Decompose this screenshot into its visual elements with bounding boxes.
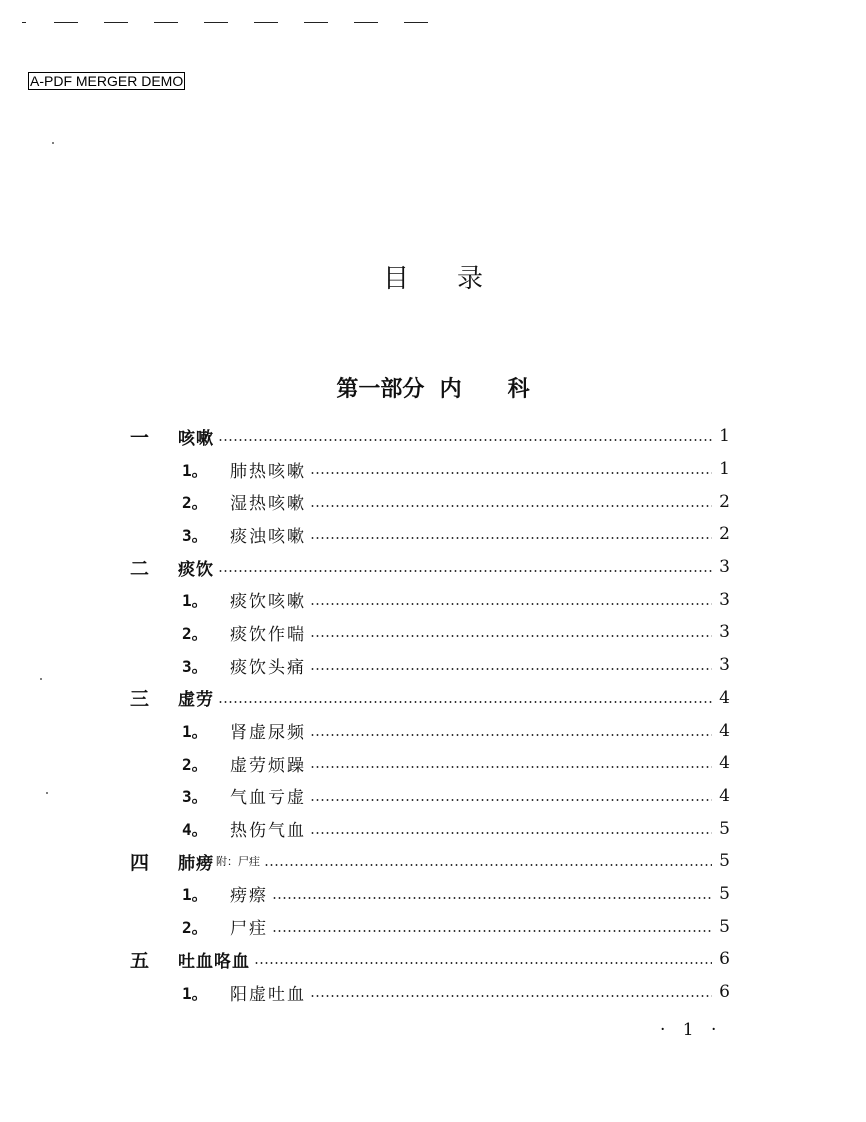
dot-leader: [254, 962, 712, 964]
dash-mark: [404, 22, 428, 23]
toc-entry-number: 2。: [182, 754, 208, 774]
toc-entry-page: 2: [719, 491, 730, 512]
toc-entry-number: 1。: [182, 885, 208, 905]
toc-entry-label: 咳嗽: [178, 428, 214, 449]
dot-leader: [310, 799, 712, 801]
toc-entry-label: 肺热咳嗽: [230, 461, 306, 482]
toc-entry-page: 4: [719, 687, 730, 708]
scan-speck: [40, 678, 42, 680]
scan-dash-marks: [22, 22, 442, 26]
toc-entry-label: 尸疰: [230, 919, 268, 940]
toc-entry-row[interactable]: [130, 518, 730, 551]
toc-entry-page: 1: [719, 426, 730, 447]
page-title: 目录: [382, 264, 531, 294]
dot-leader: [310, 995, 712, 997]
toc-entry-label: 痰饮头痛: [230, 657, 306, 678]
toc-section-row[interactable]: [130, 845, 730, 878]
toc-entry-row[interactable]: [130, 714, 730, 747]
toc-entry-label: 热伤气血: [230, 821, 306, 842]
toc-entry-number: 五: [130, 949, 150, 972]
scan-speck: [46, 792, 48, 794]
toc-entry-label: 虚劳: [178, 690, 214, 711]
toc-entry-page: 1: [719, 459, 730, 480]
toc-entry-number: 一: [130, 426, 150, 449]
dot-leader: [272, 897, 712, 899]
page-number: · 1 ·: [660, 1020, 723, 1040]
dot-leader: [310, 734, 712, 736]
toc-entry-page: 5: [719, 818, 730, 839]
toc-section-row[interactable]: [130, 682, 730, 715]
dot-leader: [218, 439, 712, 441]
table-of-contents: [130, 420, 730, 1008]
toc-entry-row[interactable]: [130, 616, 730, 649]
toc-entry-page: 3: [719, 622, 730, 643]
dash-mark: [22, 22, 26, 23]
toc-entry-row[interactable]: [130, 453, 730, 486]
toc-entry-number: 1。: [182, 460, 208, 480]
toc-entry-label: 痰饮: [178, 559, 214, 580]
dot-leader: [310, 668, 712, 670]
dot-leader: [218, 701, 712, 703]
toc-entry-row[interactable]: [130, 649, 730, 682]
toc-entry-page: 5: [719, 916, 730, 937]
toc-entry-label: 气血亏虚: [230, 788, 306, 809]
toc-entry-label: 虚劳烦躁: [230, 755, 306, 776]
toc-entry-page: 3: [719, 589, 730, 610]
toc-entry-note: 附：尸疰: [216, 855, 260, 869]
dash-mark: [204, 22, 228, 23]
toc-entry-page: 4: [719, 785, 730, 806]
toc-entry-row[interactable]: [130, 812, 730, 845]
scan-speck: [52, 142, 54, 144]
toc-entry-number: 4。: [182, 820, 208, 840]
toc-entry-label: 湿热咳嗽: [230, 494, 306, 515]
toc-entry-number: 3。: [182, 656, 208, 676]
toc-section-row[interactable]: [130, 551, 730, 584]
toc-entry-row[interactable]: [130, 583, 730, 616]
toc-entry-page: 5: [719, 851, 730, 872]
toc-entry-page: 2: [719, 524, 730, 545]
dot-leader: [310, 472, 712, 474]
toc-entry-label: 肾虚尿频: [230, 723, 306, 744]
toc-entry-row[interactable]: [130, 780, 730, 813]
toc-entry-row[interactable]: [130, 976, 730, 1009]
toc-entry-number: 3。: [182, 525, 208, 545]
dot-leader: [218, 570, 712, 572]
toc-entry-label: 痰浊咳嗽: [230, 526, 306, 547]
toc-section-row[interactable]: [130, 943, 730, 976]
toc-entry-row[interactable]: [130, 485, 730, 518]
toc-section-row[interactable]: [130, 420, 730, 453]
toc-entry-number: 2。: [182, 493, 208, 513]
toc-entry-label: 痨瘵: [230, 886, 268, 907]
toc-entry-page: 6: [719, 982, 730, 1003]
part-title: 第一部分 内 科: [336, 376, 530, 402]
dash-mark: [304, 22, 328, 23]
toc-entry-number: 二: [130, 557, 150, 580]
toc-entry-label: 痰饮咳嗽: [230, 592, 306, 613]
watermark-label: A-PDF MERGER DEMO: [30, 73, 184, 89]
dash-mark: [54, 22, 78, 23]
toc-entry-label: 阳虚吐血: [230, 984, 306, 1005]
toc-entry-page: 4: [719, 720, 730, 741]
toc-entry-label: 痰饮作喘: [230, 624, 306, 645]
toc-entry-number: 三: [130, 688, 150, 711]
toc-entry-page: 5: [719, 883, 730, 904]
toc-entry-row[interactable]: [130, 910, 730, 943]
dot-leader: [310, 603, 712, 605]
toc-entry-page: 3: [719, 557, 730, 578]
dot-leader: [264, 864, 712, 866]
dash-mark: [254, 22, 278, 23]
toc-entry-number: 3。: [182, 787, 208, 807]
dash-mark: [154, 22, 178, 23]
toc-entry-label: 吐血咯血: [178, 951, 250, 972]
dot-leader: [310, 505, 712, 507]
dot-leader: [272, 930, 712, 932]
toc-entry-page: 6: [719, 949, 730, 970]
toc-entry-number: 2。: [182, 918, 208, 938]
toc-entry-number: 1。: [182, 983, 208, 1003]
dash-mark: [354, 22, 378, 23]
toc-entry-number: 2。: [182, 623, 208, 643]
toc-entry-label: 肺痨: [178, 853, 214, 874]
toc-entry-page: 4: [719, 753, 730, 774]
dot-leader: [310, 766, 712, 768]
dash-mark: [104, 22, 128, 23]
dot-leader: [310, 635, 712, 637]
toc-entry-row[interactable]: [130, 747, 730, 780]
dot-leader: [310, 832, 712, 834]
toc-entry-page: 3: [719, 655, 730, 676]
toc-entry-number: 1。: [182, 591, 208, 611]
dot-leader: [310, 537, 712, 539]
toc-entry-row[interactable]: [130, 878, 730, 911]
toc-entry-number: 1。: [182, 722, 208, 742]
toc-entry-number: 四: [130, 851, 150, 874]
